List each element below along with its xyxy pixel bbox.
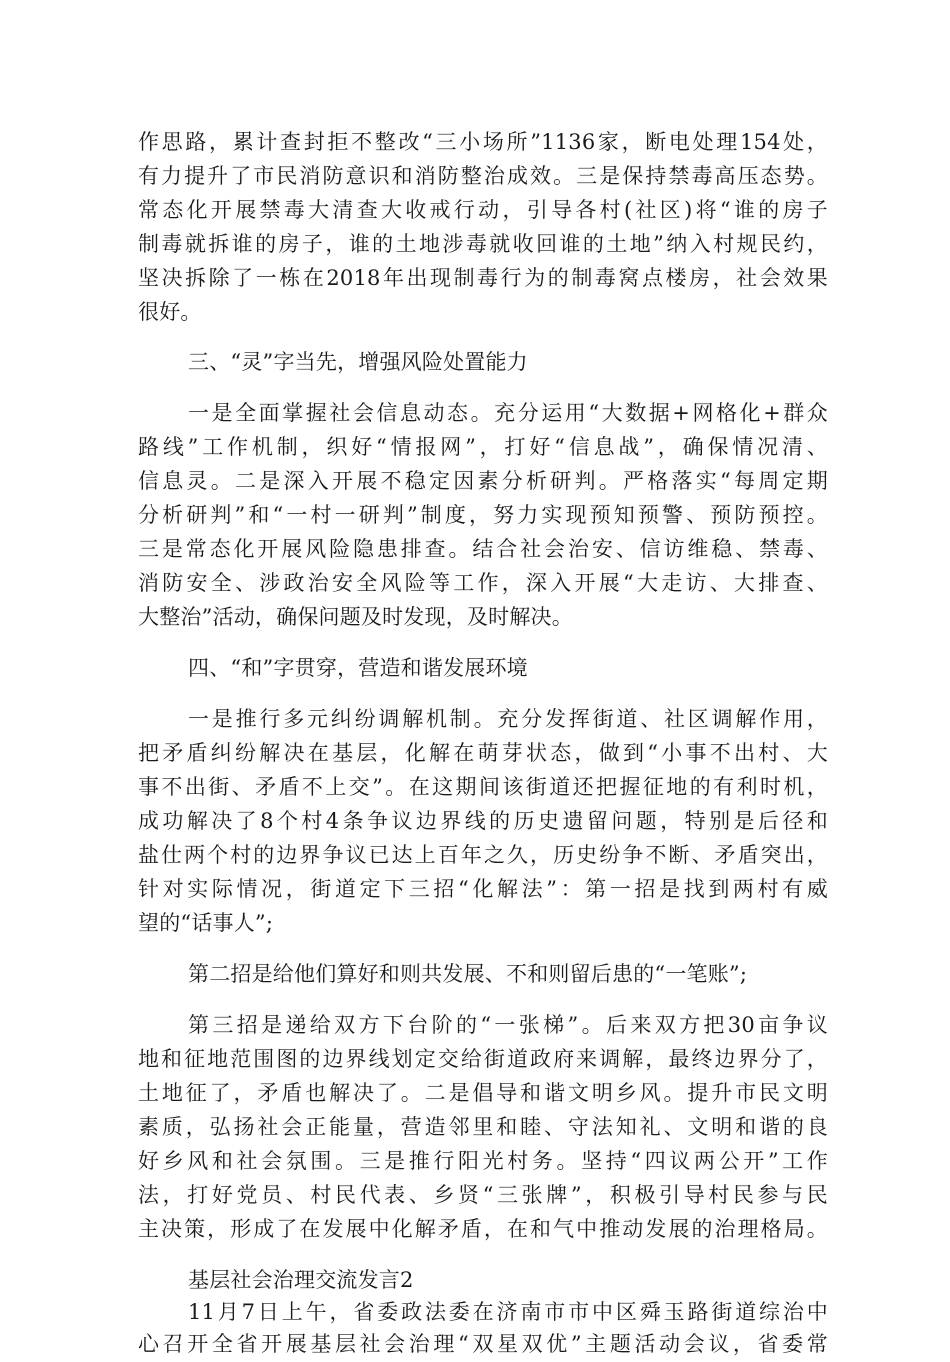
paragraph-line: 事不出街、矛盾不上交”。在这期间该街道还把握征地的有利时机， — [138, 775, 828, 799]
paragraph-line: 一是推行多元纠纷调解机制。充分发挥街道、社区调解作用， — [188, 707, 828, 731]
paragraph-line: 第二招是给他们算好和则共发展、不和则留后患的“一笔账”; — [188, 962, 748, 986]
paragraph-line: 法，打好党员、村民代表、乡贤“三张牌”，积极引导村民参与民 — [138, 1183, 828, 1207]
paragraph-line: 作思路，累计查封拒不整改“三小场所”1136家，断电处理154处， — [138, 130, 828, 154]
paragraph-line: 主决策，形成了在发展中化解矛盾，在和气中推动发展的治理格局。 — [138, 1217, 828, 1241]
paragraph-line: 一是全面掌握社会信息动态。充分运用“大数据+网格化+群众 — [188, 401, 828, 425]
paragraph-line: 把矛盾纠纷解决在基层，化解在萌芽状态，做到“小事不出村、大 — [138, 741, 828, 765]
paragraph-line: 素质，弘扬社会正能量，营造邻里和睦、守法知礼、文明和谐的良 — [138, 1115, 828, 1139]
paragraph-line: 针对实际情况，街道定下三招“化解法”：第一招是找到两村有威 — [138, 877, 828, 901]
section-heading: 四、“和”字贯穿，营造和谐发展环境 — [188, 656, 528, 680]
paragraph-line: 很好。 — [138, 300, 202, 324]
paragraph-line: 盐仕两个村的边界争议已达上百年之久，历史纷争不断、矛盾突出， — [138, 843, 828, 867]
paragraph-line: 常态化开展禁毒大清查大收戒行动，引导各村(社区)将“谁的房子 — [138, 198, 828, 222]
paragraph-line: 信息灵。二是深入开展不稳定因素分析研判。严格落实“每周定期 — [138, 469, 828, 493]
section-heading: 三、“灵”字当先，增强风险处置能力 — [188, 350, 528, 374]
paragraph-line: 有力提升了市民消防意识和消防整治成效。三是保持禁毒高压态势。 — [138, 164, 828, 188]
paragraph-line: 成功解决了8个村4条争议边界线的历史遗留问题，特别是后径和 — [138, 809, 828, 833]
paragraph-line: 消防安全、涉政治安全风险等工作，深入开展“大走访、大排查、 — [138, 571, 828, 595]
paragraph-line: 11月7日上午，省委政法委在济南市市中区舜玉路街道综治中 — [188, 1300, 828, 1324]
paragraph-line: 心召开全省开展基层社会治理“双星双优”主题活动会议，省委常 — [138, 1332, 828, 1356]
paragraph-line: 望的“话事人”; — [138, 911, 274, 935]
paragraph-line: 分析研判”和“一村一研判”制度，努力实现预知预警、预防预控。 — [138, 503, 828, 527]
paragraph-line: 大整治”活动，确保问题及时发现，及时解决。 — [138, 605, 573, 629]
paragraph-line: 好乡风和社会氛围。三是推行阳光村务。坚持“四议两公开”工作 — [138, 1149, 828, 1173]
paragraph-line: 制毒就拆谁的房子，谁的土地涉毒就收回谁的土地”纳入村规民约， — [138, 232, 828, 256]
paragraph-line: 地和征地范围图的边界线划定交给街道政府来调解，最终边界分了， — [138, 1047, 828, 1071]
paragraph-line: 第三招是递给双方下台阶的“一张梯”。后来双方把30亩争议 — [188, 1013, 828, 1037]
paragraph-line: 路线”工作机制，织好“情报网”，打好“信息战”，确保情况清、 — [138, 435, 828, 459]
paragraph-line: 土地征了，矛盾也解决了。二是倡导和谐文明乡风。提升市民文明 — [138, 1081, 828, 1105]
paragraph-line: 三是常态化开展风险隐患排查。结合社会治安、信访维稳、禁毒、 — [138, 537, 828, 561]
paragraph-line: 坚决拆除了一栋在2018年出现制毒行为的制毒窝点楼房，社会效果 — [138, 266, 828, 290]
article-title: 基层社会治理交流发言2 — [188, 1268, 414, 1292]
